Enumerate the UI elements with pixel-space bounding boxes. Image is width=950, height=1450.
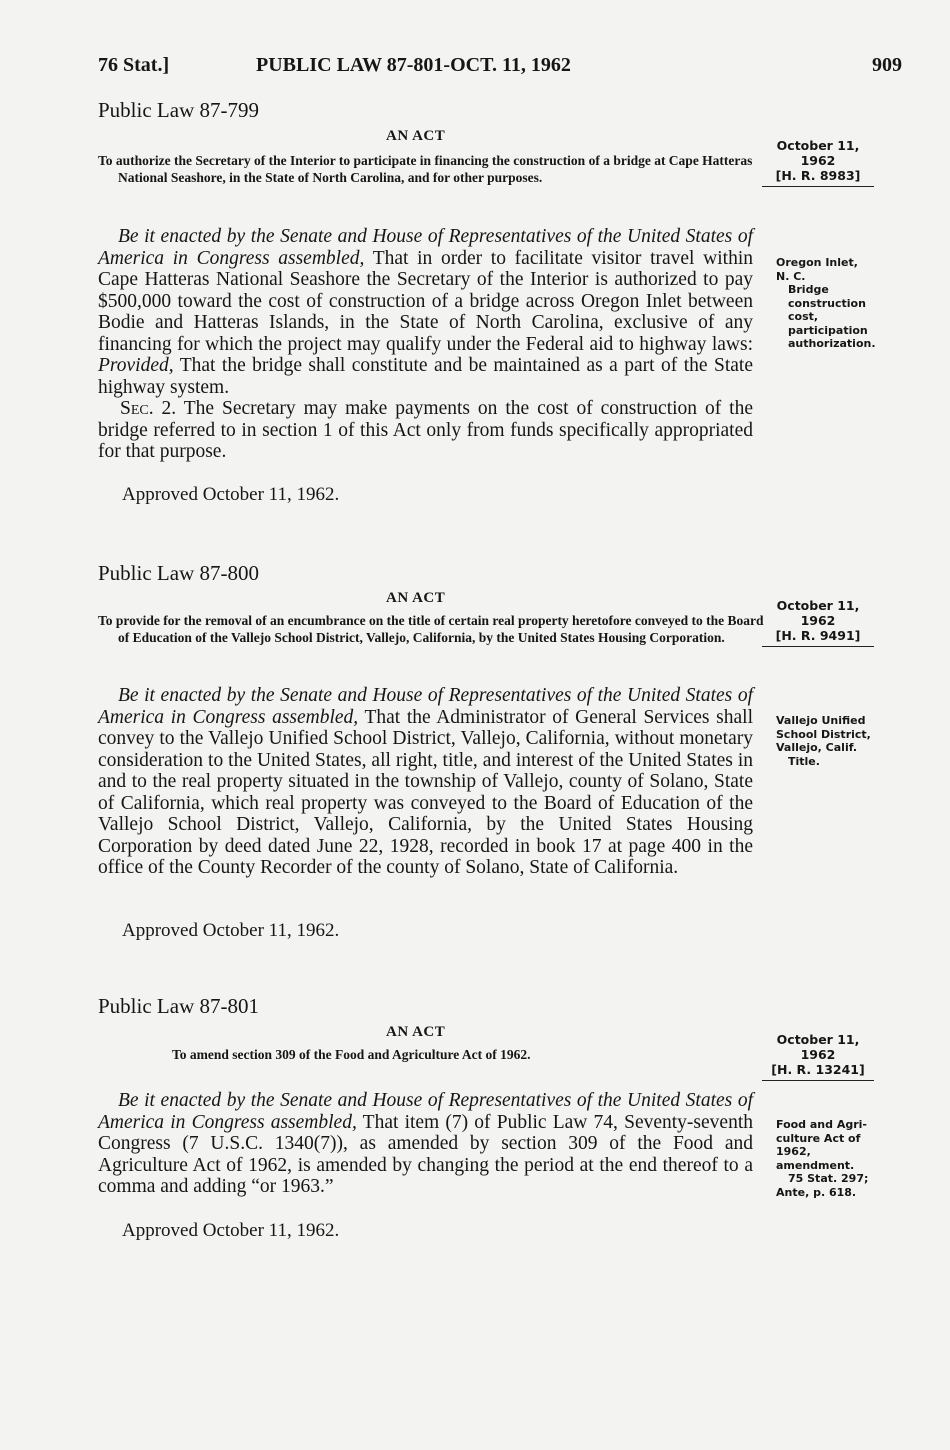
margin-date-87-801: October 11, 1962 [H. R. 13241] [762, 1032, 874, 1081]
law-body-87-800 [98, 685, 753, 879]
margin-date-87-800: October 11, 1962 [H. R. 9491] [762, 598, 874, 647]
law-purpose-87-801: To amend section 309 of the Food and Agriculture Act of 1962. [172, 1047, 531, 1062]
proviso-label: Provided, [98, 355, 174, 376]
section-1-text: That item (7) of Public Law 74, Seventy-seventh Congress (7 U.S.C. 1340(7)), as amended by section 309 of the Food and Agriculture Act of 1962, is amended by changing the period at the end thereof to a comma and adding “or 1963.” [98, 1111, 753, 1197]
law-body-87-799 [98, 226, 753, 463]
law-purpose-87-800: To provide for the removal of an encumbrance on the title of certain real property heretofore conveyed to the Board of Education of the Vallejo School District, Vallejo, California, by the United States Housing Corporation. [98, 613, 764, 645]
statute-reference: 76 Stat.] [98, 54, 170, 76]
enacting-clause: Be it enacted by the Senate and House of Representatives of the United States of America in Congress assembled, [98, 685, 753, 728]
enacting-clause: Be it enacted by the Senate and House of Representatives of the United States of America in Congress assembled, [98, 1090, 753, 1133]
bill-number: [H. R. 8983] [775, 168, 861, 183]
act-heading-87-799: AN ACT [386, 128, 446, 144]
act-heading-87-800: AN ACT [386, 590, 446, 606]
approval-87-800: Approved October 11, 1962. [122, 920, 340, 941]
section-1-text: That the Administrator of General Services shall convey to the Vallejo Unified School District, Vallejo, California, without monetary consideration to the United States, all right, title, and interest of the United States in and to the real property situated in the township of Vallejo, county of Solano, State of California, which real property was conveyed to the Board of Education of the Vallejo School District, Vallejo, California, by the United States Housing Corporation by deed dated June 22, 1928, recorded in book 17 at page 400 in the office of the County Recorder of the county of Solano, State of California. [98, 706, 753, 878]
act-heading-87-801: AN ACT [386, 1024, 446, 1040]
bill-number: [H. R. 13241] [771, 1062, 865, 1077]
law-label-87-801: Public Law 87-801 [98, 994, 259, 1018]
page-number: 909 [872, 54, 902, 76]
law-label-87-800: Public Law 87-800 [98, 561, 259, 585]
margin-note-87-800: Vallejo Unified School District, Vallejo, Calif. Title. [776, 714, 871, 768]
approval-87-799: Approved October 11, 1962. [122, 484, 340, 505]
margin-note-87-799: Oregon Inlet, N. C. Bridge construction cost, participation authorization. [776, 256, 876, 350]
proviso-text: That the bridge shall constitute and be maintained as a part of the State highway system. [98, 355, 753, 398]
law-purpose-87-799: To authorize the Secretary of the Interior to participate in financing the construction of a bridge at Cape Hatteras National Seashore, in the State of North Carolina, and for other purposes. [98, 153, 753, 185]
approval-87-801: Approved October 11, 1962. [122, 1220, 340, 1241]
running-title: PUBLIC LAW 87-801-OCT. 11, 1962 [256, 54, 571, 76]
bill-number: [H. R. 9491] [775, 628, 861, 643]
section-2-text: The Secretary may make payments on the cost of construction of the bridge referred to in section 1 of this Act only from funds specifically appropriated for that purpose. [98, 398, 753, 462]
section-2-label: Sec. 2. [120, 398, 177, 419]
margin-date-87-799: October 11, 1962 [H. R. 8983] [762, 138, 874, 187]
margin-note-87-801: Food and Agri- culture Act of 1962, amendment. 75 Stat. 297; Ante, p. 618. [776, 1118, 869, 1199]
enacting-clause: Be it enacted by the Senate and House of Representatives of the United States of America in Congress assembled, [98, 226, 753, 269]
law-label-87-799: Public Law 87-799 [98, 98, 259, 122]
law-body-87-801 [98, 1090, 753, 1198]
section-1-text: That in order to facilitate visitor travel within Cape Hatteras National Seashore the Secretary of the Interior is authorized to pay $500,000 toward the cost of construction of a bridge across Oregon Inlet between Bodie and Hatteras Islands, in the State of North Carolina, exclusive of any financing for which the project may qualify under the Federal aid to highway laws: [98, 247, 753, 355]
